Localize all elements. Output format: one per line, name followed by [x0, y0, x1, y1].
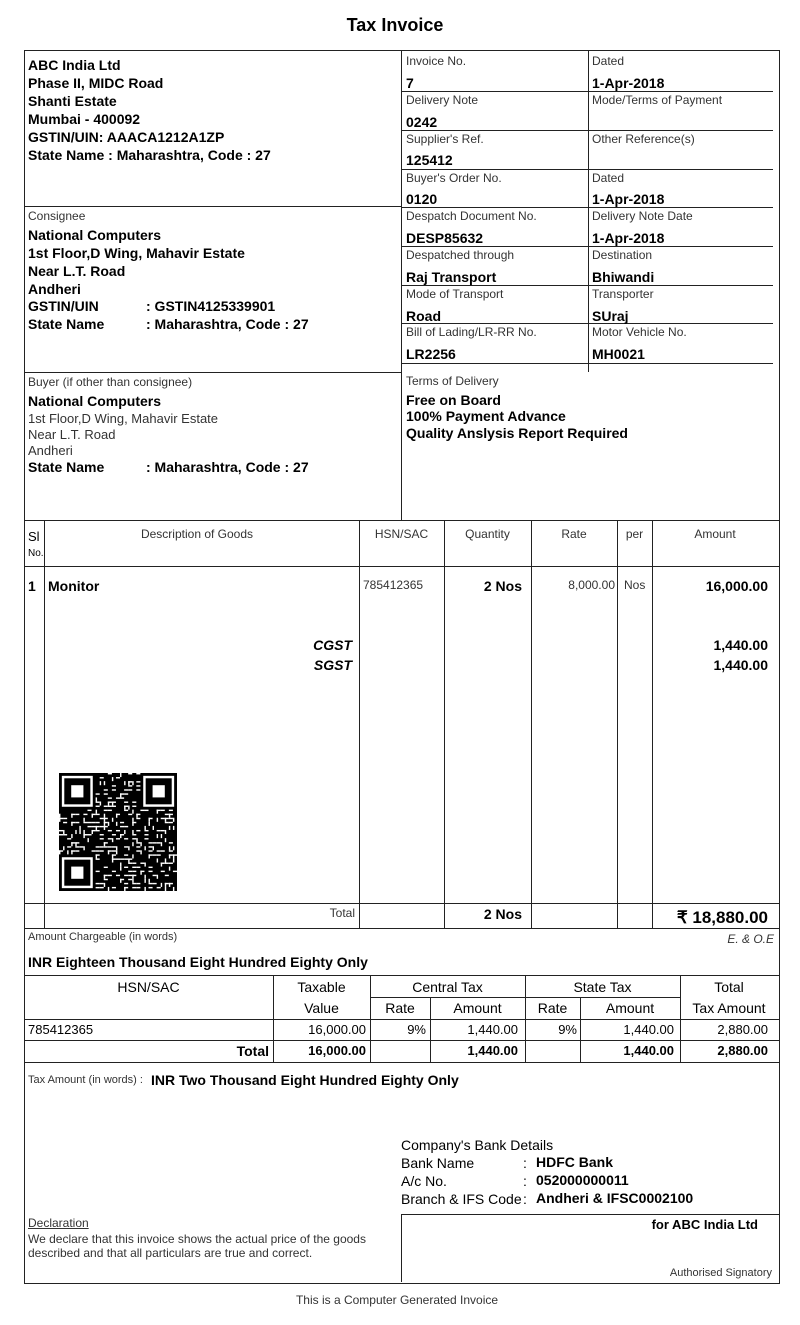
tax-row-central-amount: 1,440.00 — [467, 1022, 518, 1037]
tax-row-state-rate: 9% — [558, 1022, 577, 1037]
items-col-line — [359, 520, 360, 928]
bank-value-name: HDFC Bank — [536, 1154, 614, 1170]
consignee-name: National Computers — [28, 227, 162, 243]
tax-header-state-rate: Rate — [537, 1000, 568, 1016]
tax-row-total: 2,880.00 — [717, 1022, 768, 1037]
meta-value-despatch-doc-no: DESP85632 — [406, 230, 484, 246]
tax-table-header-bottom — [24, 1019, 780, 1020]
items-header-line — [24, 566, 780, 567]
tax-words-value: INR Two Thousand Eight Hundred Eighty Only — [151, 1072, 459, 1088]
top-section-bottom — [24, 520, 780, 521]
header-hsn: HSN/SAC — [374, 527, 429, 541]
declaration-text: We declare that this invoice shows the actual price of the goods — [28, 1232, 366, 1246]
items-col-line — [617, 520, 618, 928]
items-total-amount: ₹ 18,880.00 — [676, 908, 768, 927]
seller-name: ABC India Ltd — [28, 57, 121, 73]
bank-label-account: A/c No. — [401, 1173, 447, 1189]
declaration-heading: Declaration — [28, 1216, 89, 1230]
items-total-quantity: 2 Nos — [483, 906, 522, 922]
header-quantity: Quantity — [465, 527, 510, 541]
meta-label-invoice-no: Invoice No. — [406, 54, 467, 68]
bank-colon: : — [523, 1191, 527, 1207]
signature-box-top — [401, 1214, 780, 1215]
meta-label-despatch-doc-no: Despatch Document No. — [406, 209, 537, 223]
meta-value-transporter: SUraj — [592, 308, 629, 324]
meta-label-motor-vehicle-no: Motor Vehicle No. — [592, 325, 687, 339]
meta-label-destination: Destination — [592, 248, 653, 262]
seller-state: State Name : Maharashtra, Code : 27 — [28, 147, 271, 163]
tax-amount-sgst: 1,440.00 — [713, 657, 768, 673]
tax-total-label: Total — [236, 1043, 269, 1059]
meta-row-line — [401, 323, 773, 324]
tax-name-cgst: CGST — [313, 637, 352, 653]
meta-value-destination: Bhiwandi — [592, 269, 655, 285]
bank-value-branch: Andheri & IFSC0002100 — [536, 1190, 694, 1206]
seller-address-line: Mumbai - 400092 — [28, 111, 141, 127]
item-hsn: 785412365 — [363, 578, 424, 592]
items-total-label: Total — [329, 906, 355, 920]
amount-words-value: INR Eighteen Thousand Eight Hundred Eighty Only — [28, 954, 368, 970]
tax-row-hsn: 785412365 — [28, 1022, 94, 1037]
header-no: No. — [28, 548, 44, 559]
tax-total-total: 2,880.00 — [717, 1043, 768, 1058]
meta-value-order-dated: 1-Apr-2018 — [592, 191, 665, 207]
meta-label-delivery-note-date: Delivery Note Date — [592, 209, 693, 223]
header-sl: Sl — [28, 529, 40, 544]
meta-row-line — [401, 246, 773, 247]
consignee-state-value: : Maharashtra, Code : 27 — [146, 316, 309, 332]
declaration-text: described and that all particulars are true and correct. — [28, 1246, 313, 1260]
meta-row-line — [401, 130, 773, 131]
terms-line: Quality Anslysis Report Required — [406, 425, 628, 441]
meta-value-invoice-no: 7 — [406, 75, 414, 91]
meta-label-delivery-note: Delivery Note — [406, 93, 479, 107]
consignee-gstin-label: GSTIN/UIN — [28, 298, 99, 314]
tax-total-taxable: 16,000.00 — [308, 1043, 366, 1058]
tax-total-state-amount: 1,440.00 — [623, 1043, 674, 1058]
seller-address-line: Shanti Estate — [28, 93, 117, 109]
seller-address-line: Phase II, MIDC Road — [28, 75, 164, 91]
item-description: Monitor — [48, 578, 100, 594]
tax-header-taxable-2: Value — [304, 1000, 339, 1016]
bank-colon: : — [523, 1173, 527, 1189]
consignee-gstin-value: : GSTIN4125339901 — [146, 298, 276, 314]
bank-label-branch: Branch & IFS Code — [401, 1191, 522, 1207]
tax-header-central-rate: Rate — [385, 1000, 415, 1016]
tax-header-central-amount: Amount — [453, 1000, 502, 1016]
meta-value-dated: 1-Apr-2018 — [592, 75, 665, 91]
meta-label-order-dated: Dated — [592, 171, 625, 185]
signature-company: for ABC India Ltd — [651, 1217, 758, 1232]
tax-row-taxable: 16,000.00 — [308, 1022, 366, 1037]
footer-note: This is a Computer Generated Invoice — [295, 1293, 499, 1307]
tax-header-total-2: Tax Amount — [692, 1000, 766, 1016]
buyer-state-label: State Name — [28, 459, 105, 475]
meta-row-line — [401, 207, 773, 208]
meta-label-other-reference: Other Reference(s) — [592, 132, 695, 146]
header-description: Description of Goods — [140, 527, 254, 541]
meta-value-buyer-order-no: 0120 — [406, 191, 438, 207]
terms-heading: Terms of Delivery — [406, 374, 499, 388]
buyer-address-line: Andheri — [28, 443, 73, 458]
seller-gstin: GSTIN/UIN: AAACA1212A1ZP — [28, 129, 225, 145]
consignee-state-label: State Name — [28, 316, 105, 332]
tax-table-row-line — [24, 1040, 780, 1041]
items-total-line — [24, 928, 780, 929]
meta-value-delivery-note: 0242 — [406, 114, 438, 130]
consignee-heading: Consignee — [28, 209, 86, 223]
item-quantity: 2 Nos — [483, 578, 522, 594]
buyer-state-value: : Maharashtra, Code : 27 — [146, 459, 309, 475]
seller-divider — [24, 206, 401, 207]
meta-row-line — [401, 285, 773, 286]
tax-row-state-amount: 1,440.00 — [623, 1022, 674, 1037]
header-amount: Amount — [694, 527, 736, 541]
meta-row-line — [401, 363, 773, 364]
tax-name-sgst: SGST — [313, 657, 352, 673]
tax-header-central: Central Tax — [412, 979, 483, 995]
tax-table-bottom — [24, 1062, 780, 1063]
meta-row-line — [401, 169, 773, 170]
meta-label-mode-of-transport: Mode of Transport — [406, 287, 504, 301]
signature-box-left — [401, 1214, 402, 1282]
items-body-line — [24, 903, 780, 904]
qr-code-image — [59, 773, 177, 891]
signature-authorised: Authorised Signatory — [669, 1267, 772, 1279]
tax-total-central-amount: 1,440.00 — [467, 1043, 518, 1058]
meta-value-motor-vehicle-no: MH0021 — [592, 346, 645, 362]
buyer-address-line: 1st Floor,D Wing, Mahavir Estate — [28, 411, 219, 426]
meta-label-dated: Dated — [592, 54, 625, 68]
item-rate: 8,000.00 — [568, 578, 615, 592]
consignee-address-line: Near L.T. Road — [28, 263, 126, 279]
item-per: Nos — [624, 578, 646, 592]
tax-header-state: State Tax — [573, 979, 632, 995]
meta-value-despatched-through: Raj Transport — [406, 269, 497, 285]
tax-header-state-amount: Amount — [605, 1000, 655, 1016]
tax-header-total-1: Total — [714, 979, 744, 995]
meta-value-bill-of-lading: LR2256 — [406, 346, 456, 362]
tax-header-taxable-1: Taxable — [297, 979, 346, 995]
items-col-line — [44, 520, 45, 928]
bank-colon: : — [523, 1155, 527, 1171]
amount-words-label: Amount Chargeable (in words) — [28, 931, 178, 943]
meta-label-despatched-through: Despatched through — [406, 248, 515, 262]
consignee-divider — [24, 372, 401, 373]
meta-value-delivery-note-date: 1-Apr-2018 — [592, 230, 665, 246]
item-amount: 16,000.00 — [705, 578, 768, 594]
bank-value-account: 052000000011 — [536, 1172, 629, 1188]
meta-value-supplier-ref: 125412 — [406, 152, 453, 168]
header-per: per — [625, 527, 644, 541]
meta-label-payment-terms: Mode/Terms of Payment — [592, 93, 723, 107]
buyer-heading: Buyer (if other than consignee) — [28, 375, 193, 389]
bank-heading: Company's Bank Details — [401, 1137, 554, 1153]
consignee-address-line: Andheri — [28, 281, 81, 297]
tax-header-hsn: HSN/SAC — [117, 979, 180, 995]
tax-row-central-rate: 9% — [407, 1022, 426, 1037]
meta-label-buyer-order-no: Buyer's Order No. — [406, 171, 502, 185]
meta-label-transporter: Transporter — [592, 287, 654, 301]
item-sl: 1 — [28, 578, 36, 594]
tax-amount-cgst: 1,440.00 — [713, 637, 768, 653]
terms-line: 100% Payment Advance — [406, 408, 566, 424]
tax-words-label: Tax Amount (in words) : — [28, 1074, 143, 1086]
buyer-name: National Computers — [28, 393, 162, 409]
tax-table-top — [24, 975, 780, 976]
buyer-address-line: Near L.T. Road — [28, 427, 116, 442]
meta-label-bill-of-lading: Bill of Lading/LR-RR No. — [406, 325, 537, 339]
header-rate: Rate — [561, 527, 587, 541]
eoe-label: E. & O.E — [727, 932, 774, 946]
meta-value-mode-of-transport: Road — [406, 308, 441, 324]
bank-label-name: Bank Name — [401, 1155, 475, 1171]
invoice-title: Tax Invoice — [346, 15, 444, 35]
meta-row-line — [401, 91, 773, 92]
meta-label-supplier-ref: Supplier's Ref. — [406, 132, 484, 146]
terms-line: Free on Board — [406, 392, 501, 408]
consignee-address-line: 1st Floor,D Wing, Mahavir Estate — [28, 245, 245, 261]
